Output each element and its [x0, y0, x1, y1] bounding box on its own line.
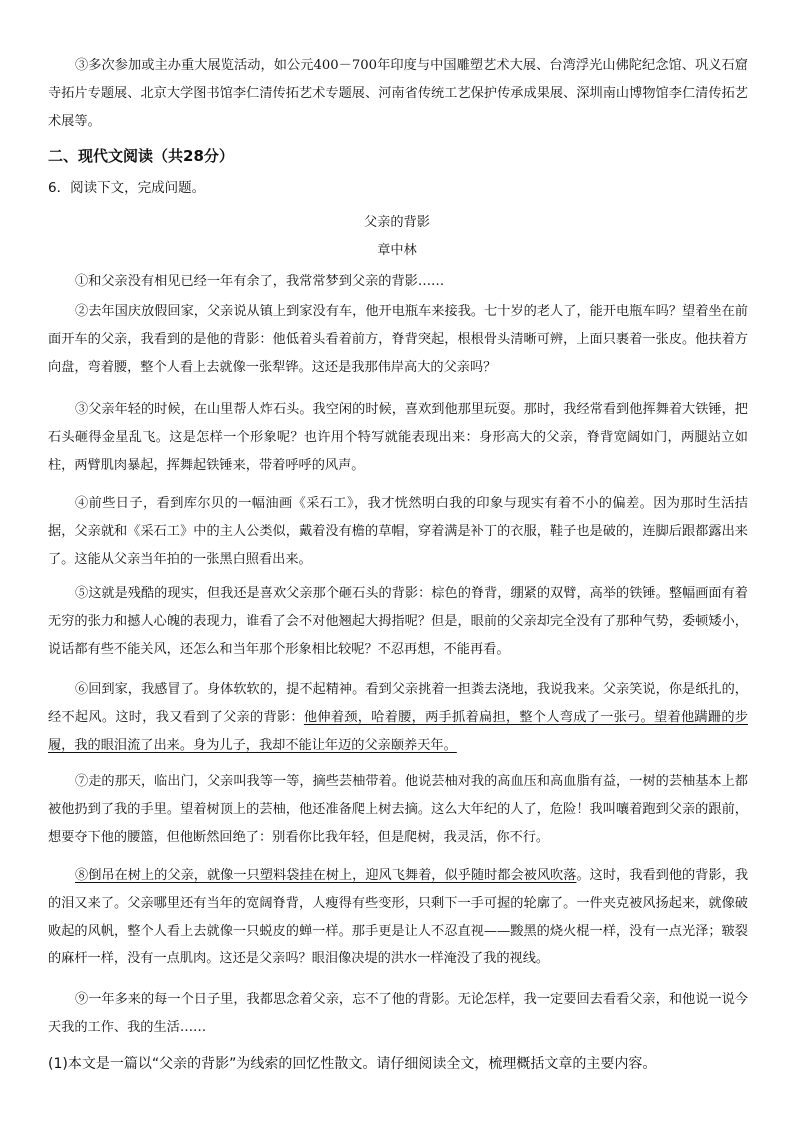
paragraph-6-text: ⑥回到家，我感冒了。身体软软的，提不起精神。看到父亲挑着一担粪去浇地，我说我来。父亲笑说，你是纸扎的，经不起风。这时，我又看到了父亲的背影： [48, 682, 748, 725]
sub-question-1: (1)本文是一篇以“父亲的背影”为线索的回忆性散文。请仔细阅读全文，梳理概括文章的主要内容。 [48, 1056, 657, 1072]
article-title: 父亲的背影 [364, 215, 430, 230]
paragraph-8-text: 。这时，我看到他的背影，我的泪又来了。父亲哪里还有当年的宽阔脊背，人瘦得有些变形，只剩下一手可握的轮廓了。一件夹克被风扬起来，就像破败起的风帆，整个人看上去就像一只蜕皮的蝉一样。那手更是让人不忍直视——黢黑的烧火棍一样，没有一点光泽；皲裂的麻杆一样，没有一点肌肉。这还是父亲吗？眼泪像决堤的洪水一样淹没了我的视线。 [48, 868, 749, 967]
article-author: 章中林 [377, 243, 417, 258]
paragraph-8-underlined-text: ⑧倒吊在树上的父亲，就像一只塑料袋挂在树上，迎风飞舞着，似乎随时都会被风吹落 [75, 868, 577, 883]
intro-paragraph: ③多次参加或主办重大展览活动，如公元400－700年印度与中国雕塑艺术大展、台湾浮光山佛陀纪念馆、巩义石窟寺拓片专题展、北京大学图书馆李仁清传拓艺术专题展、河南省传统工艺保护传承成果展、深圳南山博物馆李仁清传拓艺术展等。 [48, 58, 748, 129]
article-paragraph-6 [48, 676, 748, 759]
article-paragraph-7: ⑦走的那天，临出门，父亲叫我等一等，摘些芸柚带着。他说芸柚对我的高血压和高血脂有益，一树的芸柚基本上都被他扔到了我的手里。望着树顶上的芸柚，他还准备爬上树去摘。这么大年纪的人了，危险！我叫嚷着跑到父亲的跟前，想要夺下他的腰篮，但他断然回绝了：别看你比我年轻，但是爬树，我灵活，你不行。 [48, 774, 748, 845]
article-paragraph-2: ②去年国庆放假回家，父亲说从镇上到家没有车，他开电瓶车来接我。七十岁的老人了，能开电瓶车吗？望着坐在前面开车的父亲，我看到的是他的背影：他低着头看着前方，脊背突起，根根骨头清晰可辨，上面只裹着一张皮。他扶着方向盘，弯着腰，整个人看上去就像一张犁铧。这还是我那伟岸高大的父亲吗？ [48, 304, 748, 375]
paragraph-5-text: ⑤这就是残酷的现实，但我还是喜欢父亲那个砸石头的背影：棕色的脊背，绷紧的双臂，高举的铁锤。整幅画面有着无穷的张力和撼人心魄的表现力，谁看了会不对他翘起大拇指呢？但是，眼前的父亲却完全没有了那种气势，委顿矮小，说话都有些不能关风，还怎么和当年那个形象相比较呢？不忍再想，不能再看。 [48, 586, 748, 657]
article-paragraph-5 [48, 580, 748, 663]
article-paragraph-8 [48, 862, 748, 973]
article-paragraph-9: ⑨一年多来的每一个日子里，我都思念着父亲，忘不了他的背影。无论怎样，我一定要回去看看父亲，和他说一说今天我的工作、我的生活…… [48, 992, 748, 1035]
article-paragraph-1: ①和父亲没有相见已经一年有余了，我常常梦到父亲的背影…… [75, 274, 445, 289]
article-paragraph-3: ③父亲年轻的时候，在山里帮人炸石头。我空闲的时候，喜欢到他那里玩耍。那时，我经常看到他挥舞着大铁锤，把石头砸得金星乱飞。这是怎样一个形象呢？也许用个特写就能表现出来：身形高大的父亲，脊背宽阔如门，两腿站立如柱，两臂肌肉暴起，挥舞起铁锤来，带着呼呼的风声。 [48, 402, 748, 473]
question-prompt: 6．阅读下文，完成问题。 [48, 180, 206, 196]
paragraph-6-underlined-text: 他伸着颈，哈着腰，两手抓着扁担，整个人弯成了一张弓。望着他蹒跚的步履，我的眼泪流了出来。身为儿子，我却不能让年迈的父亲颐养天年。 [48, 709, 749, 753]
section-heading: 二、现代文阅读（共28分） [48, 147, 234, 165]
article-paragraph-4: ④前些日子，看到库尔贝的一幅油画《采石工》，我才恍然明白我的印象与现实有着不小的偏差。因为那时生活拮据，父亲就和《采石工》中的主人公类似，戴着没有檐的草帽，穿着满是补丁的衣服，鞋子也是破的，连脚后跟都露出来了。这能从父亲当年拍的一张黑白照看出来。 [48, 496, 748, 567]
